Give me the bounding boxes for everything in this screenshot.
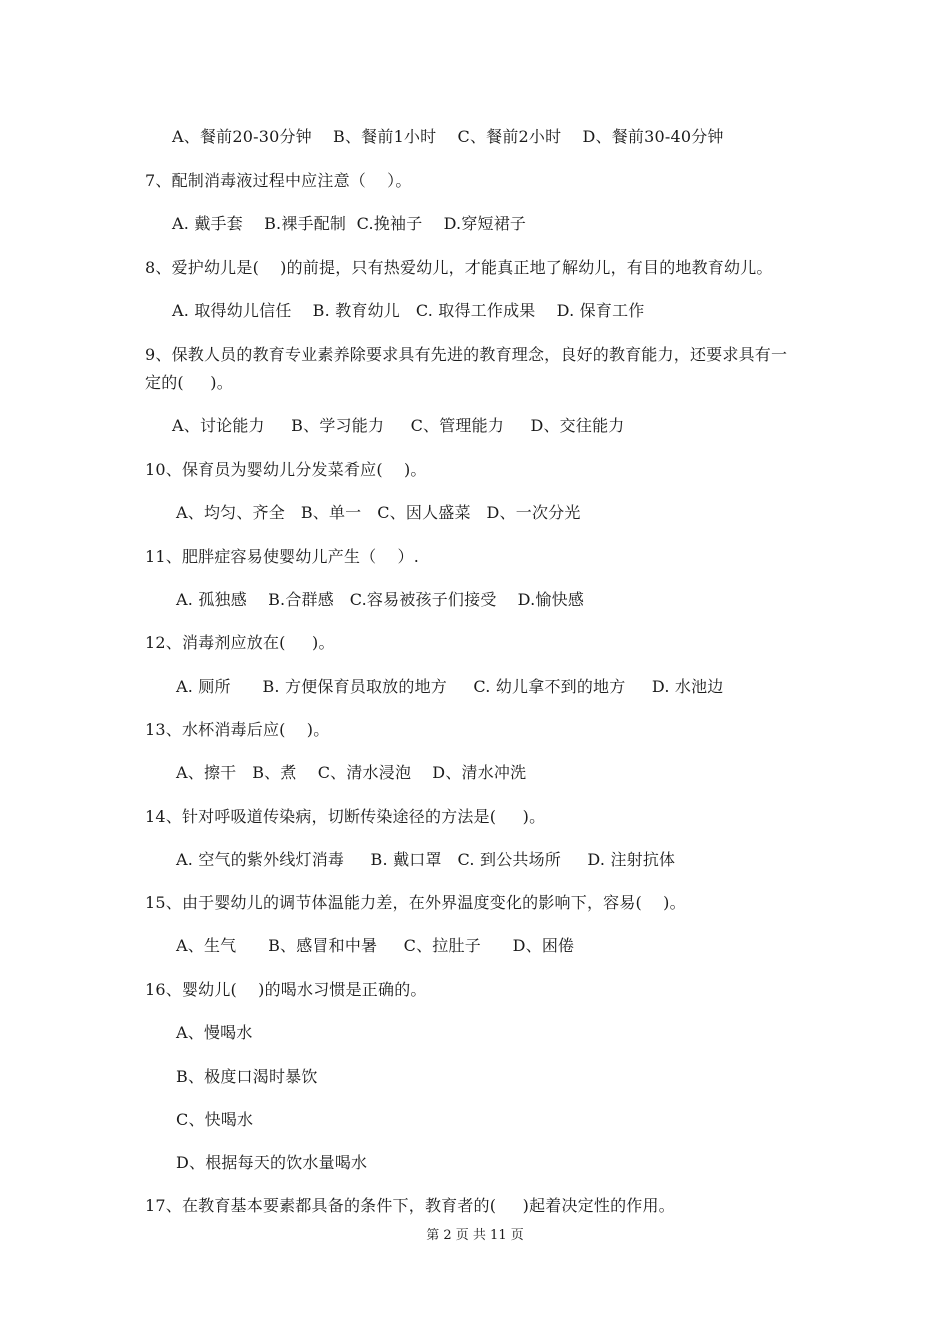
options-q11: A. 孤独感 B.合群感 C.容易被孩子们接受 D.愉快感 xyxy=(176,590,585,609)
question-11: 11、肥胖症容易使婴幼儿产生（ ）. xyxy=(145,547,419,566)
options-q10: A、均匀、齐全 B、单一 C、因人盛菜 D、一次分光 xyxy=(176,503,581,522)
question-15: 15、由于婴幼儿的调节体温能力差，在外界温度变化的影响下，容易( )。 xyxy=(145,893,686,912)
option-q16-a: A、慢喝水 xyxy=(176,1023,253,1042)
options-q13: A、擦干 B、煮 C、清水浸泡 D、清水冲洗 xyxy=(176,763,527,782)
options-q9: A、讨论能力 B、学习能力 C、管理能力 D、交往能力 xyxy=(172,416,625,435)
option-q16-c: C、快喝水 xyxy=(176,1110,254,1129)
options-q8: A. 取得幼儿信任 B. 教育幼儿 C. 取得工作成果 D. 保育工作 xyxy=(172,301,645,320)
question-12: 12、消毒剂应放在( )。 xyxy=(145,633,335,652)
question-14: 14、针对呼吸道传染病，切断传染途径的方法是( )。 xyxy=(145,807,546,826)
question-13: 13、水杯消毒后应( )。 xyxy=(145,720,330,739)
question-16: 16、婴幼儿( )的喝水习惯是正确的。 xyxy=(145,980,427,999)
option-q16-b: B、极度口渴时暴饮 xyxy=(176,1067,318,1086)
option-q16-d: D、根据每天的饮水量喝水 xyxy=(176,1153,368,1172)
question-10: 10、保育员为婴幼儿分发菜肴应( )。 xyxy=(145,460,427,479)
options-q12: A. 厕所 B. 方便保育员取放的地方 C. 幼儿拿不到的地方 D. 水池边 xyxy=(176,677,724,696)
question-8: 8、爱护幼儿是( )的前提，只有热爱幼儿，才能真正地了解幼儿，有目的地教育幼儿。 xyxy=(145,258,773,277)
question-9-line-1: 9、保教人员的教育专业素养除要求具有先进的教育理念，良好的教育能力，还要求具有一 xyxy=(145,345,788,364)
question-17: 17、在教育基本要素都具备的条件下，教育者的( )起着决定性的作用。 xyxy=(145,1196,675,1215)
options-q14: A. 空气的紫外线灯消毒 B. 戴口罩 C. 到公共场所 D. 注射抗体 xyxy=(176,850,676,869)
page-number-footer: 第 2 页 共 11 页 xyxy=(426,1228,524,1243)
question-7: 7、配制消毒液过程中应注意（ ）。 xyxy=(145,171,412,190)
options-q15: A、生气 B、感冒和中暑 C、拉肚子 D、困倦 xyxy=(176,936,575,955)
options-q6: A、餐前20-30分钟 B、餐前1小时 C、餐前2小时 D、餐前30-40分钟 xyxy=(172,127,724,146)
question-9-line-2: 定的( )。 xyxy=(145,373,233,392)
options-q7: A. 戴手套 B.裸手配制 C.挽袖子 D.穿短裙子 xyxy=(172,214,527,233)
